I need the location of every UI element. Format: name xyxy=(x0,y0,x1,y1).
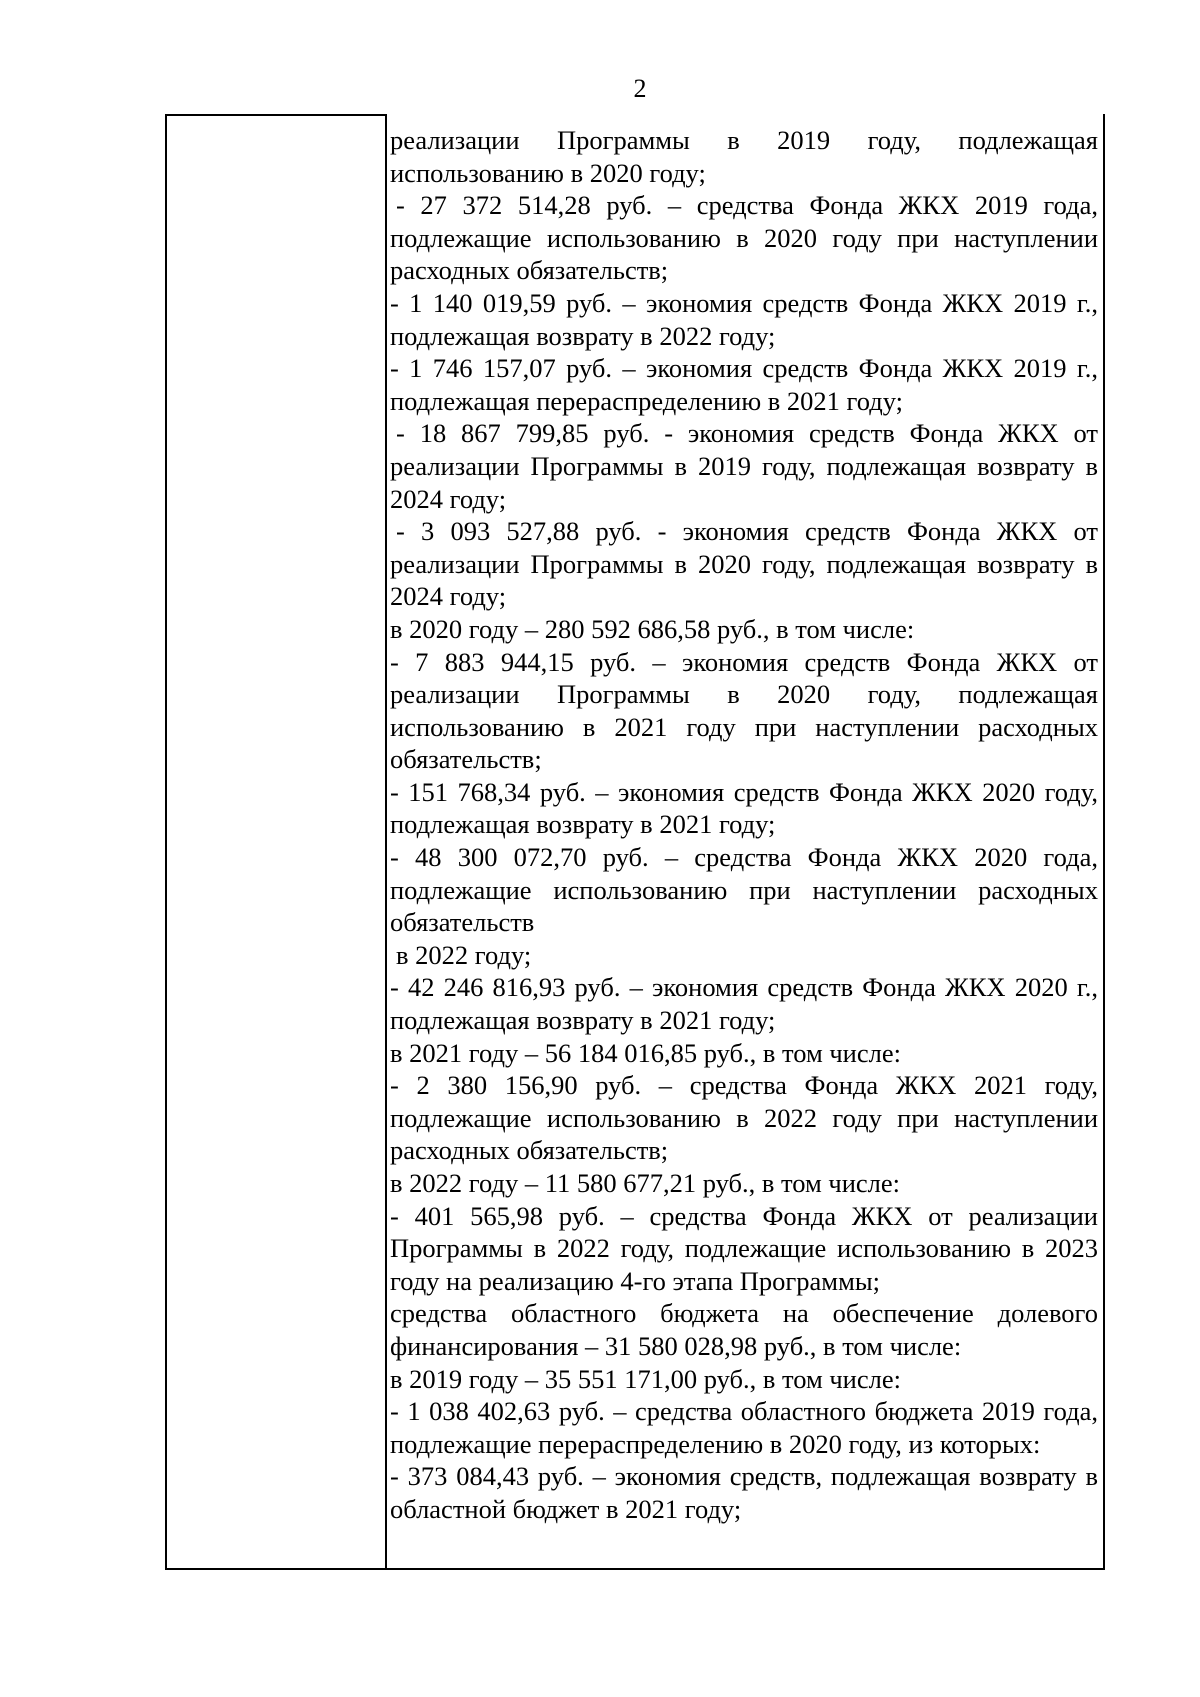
page-number: 2 xyxy=(633,74,647,103)
paragraph: - 1 140 019,59 руб. – экономия средств Фонда ЖКХ 2019 г., подлежащая возврату в 2022 году; xyxy=(390,287,1098,351)
table-column-divider xyxy=(385,114,387,1568)
paragraph: реализации Программы в 2019 году, подлежащая использованию в 2020 году; xyxy=(390,125,1098,188)
paragraph: в 2022 году; xyxy=(396,939,532,970)
paragraph: - 1 038 402,63 руб. – средства областного бюджета 2019 года, подлежащие перераспределению в 2020 году, из которых: xyxy=(390,1396,1098,1459)
paragraph: в 2020 году – 280 592 686,58 руб., в том числе: xyxy=(390,613,915,644)
paragraph: в 2021 году – 56 184 016,85 руб., в том числе: xyxy=(390,1037,901,1068)
paragraph: - 2 380 156,90 руб. – средства Фонда ЖКХ 2021 году, подлежащие использованию в 2022 году при наступлении расходных обязательств; xyxy=(390,1070,1098,1166)
paragraph: в 2019 году – 35 551 171,00 руб., в том числе: xyxy=(390,1363,901,1394)
paragraph: - 42 246 816,93 руб. – экономия средств Фонда ЖКХ 2020 г., подлежащая возврату в 2021 году; xyxy=(390,972,1098,1036)
paragraph: - 373 084,43 руб. – экономия средств, подлежащая возврату в областной бюджет в 2021 году; xyxy=(390,1461,1098,1524)
paragraph: в 2022 году – 11 580 677,21 руб., в том числе: xyxy=(390,1168,900,1198)
paragraph: - 27 372 514,28 руб. – средства Фонда ЖКХ 2019 года, подлежащие использованию в 2020 году при наступлении расходных обязательств; xyxy=(390,190,1098,286)
paragraph: - 1 746 157,07 руб. – экономия средств Фонда ЖКХ 2019 г., подлежащая перераспределению в 2021 году; xyxy=(390,353,1098,416)
paragraph: - 401 565,98 руб. – средства Фонда ЖКХ от реализации Программы в 2022 году, подлежащие использованию в 2023 году на реализацию 4-го этапа Программы; xyxy=(390,1200,1098,1296)
paragraph: - 48 300 072,70 руб. – средства Фонда ЖКХ 2020 года, подлежащие использованию при наступлении расходных обязательств xyxy=(390,842,1098,938)
table-top-border-left-cell xyxy=(167,114,386,116)
paragraph: - 3 093 527,88 руб. - экономия средств Фонда ЖКХ от реализации Программы в 2020 году, подлежащая возврату в 2024 году; xyxy=(390,516,1098,612)
program-table xyxy=(165,114,1105,1570)
paragraph: - 151 768,34 руб. – экономия средств Фонда ЖКХ 2020 году, подлежащая возврату в 2021 году; xyxy=(390,776,1098,840)
table-cell-content xyxy=(390,124,1098,1526)
paragraph: - 7 883 944,15 руб. – экономия средств Фонда ЖКХ от реализации Программы в 2020 году, подлежащая использованию в 2021 году при наступлении расходных обязательств; xyxy=(390,646,1098,775)
paragraph: средства областного бюджета на обеспечение долевого финансирования – 31 580 028,98 руб., в том числе: xyxy=(390,1298,1098,1361)
paragraph: - 18 867 799,85 руб. - экономия средств Фонда ЖКХ от реализации Программы в 2019 году, подлежащая возврату в 2024 году; xyxy=(390,418,1098,514)
